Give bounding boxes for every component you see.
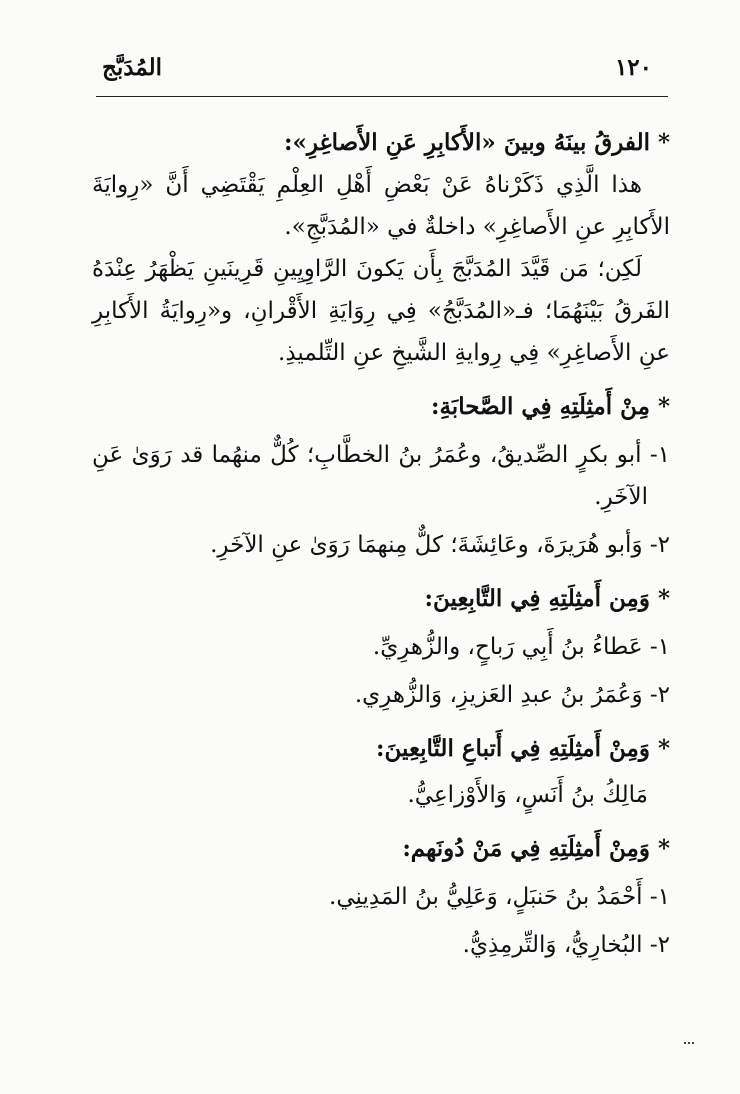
section-heading-difference [92,122,670,164]
star-bullet-icon: * [657,129,670,156]
header-rule [96,96,668,97]
list-item: ٢- وَأبو هُرَيرَةَ، وعَائِشَةَ؛ كلٌّ مِنهمَا رَوَىٰ عنِ الآخَرِ. [210,532,670,558]
list-item: ١- عَطاءُ بنُ أَبِي رَباحٍ، والزُّهرِيِّ. [372,634,670,660]
star-bullet-icon: * [657,835,670,862]
heading-text: وَمِن أَمثِلَتِهِ فِي التَّابِعِينَ: [424,585,650,612]
star-bullet-icon: * [657,585,670,612]
page-header [102,50,662,90]
heading-text: وَمِنْ أَمثِلَتِهِ فِي مَنْ دُونَهم: [402,835,650,862]
running-head: المُدَبَّج [102,54,163,81]
section-heading-later-generations [92,828,670,870]
list-item: ٢- وَعُمَرُ بنُ عبدِ العَزيزِ، وَالزُّهرِي. [354,682,670,708]
page-content [92,110,670,966]
list-item: ١- أبو بكرٍ الصِّديقُ، وعُمَرُ بنُ الخطَّابِ؛ كُلٌّ منهُما قد رَوَىٰ عَنِ الآخَرِ. [92,442,670,510]
paragraph: هذا الَّذِي ذَكَرْناهُ عَنْ بَعْضِ أَهْلِ العِلْمِ يَقْتَضِي أَنَّ «رِوايَةَ الأَكابِرِ عنِ الأَصاغِرِ» داخلةٌ في «المُدَبَّجِ». [92,172,670,240]
section-heading-followers-of-followers [92,728,670,770]
section-heading-followers [92,578,670,620]
heading-text: مِنْ أَمثِلَتِهِ فِي الصَّحابَةِ: [430,393,650,420]
star-bullet-icon: * [657,393,670,420]
section-heading-companions [92,386,670,428]
scan-speck [684,1042,694,1047]
paragraph: لَكِن؛ مَن قَيَّدَ المُدَبَّجَ بِأَن يَكونَ الرَّاوِيِينِ قَرِينَينِ يَظْهَرُ عِنْدَهُ الفَرقُ بَيْنَهُمَا؛ فـ«المُدَبَّجُ» فِي رِوَايَةِ الأَقْرانِ، و«رِوايَةُ الأَكابِرِ عنِ الأَصاغِرِ» فِي رِوايةِ الشَّيخِ عنِ التِّلميذِ. [92,256,670,366]
list-item: مَالِكُ بنُ أَنَسٍ، وَالأَوْزاعِيُّ. [407,782,648,808]
list-item: ١- أَحْمَدُ بنُ حَنبَلٍ، وَعَلِيُّ بنُ المَدِينِي. [329,884,670,910]
list-item: ٢- البُخارِيُّ، وَالتِّرمِذِيُّ. [462,932,670,958]
heading-text: الفرقُ بينَهُ وبينَ «الأَكابِرِ عَنِ الأَصاغِرِ»: [284,129,650,156]
heading-text: وَمِنْ أَمثِلَتِهِ فِي أَتباعِ التَّابِعِينَ: [376,735,650,762]
page-number: ١٢٠ [614,54,652,81]
star-bullet-icon: * [657,735,670,762]
